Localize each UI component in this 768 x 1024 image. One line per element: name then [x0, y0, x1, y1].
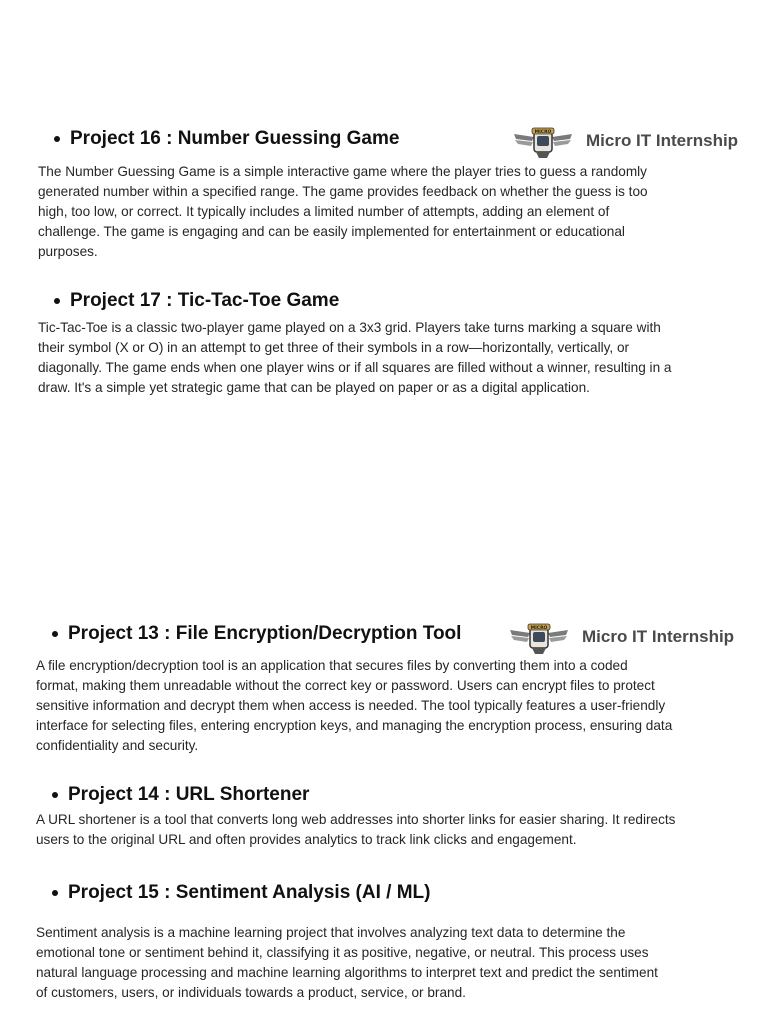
- section-heading: [52, 882, 430, 904]
- section-heading: [54, 128, 399, 150]
- heading-text: Project 13 : File Encryption/Decryption Tool: [68, 623, 462, 644]
- paragraph-line: high, too low, or correct. It typically includes a limited number of attempts, adding an element of: [38, 204, 610, 219]
- paragraph-line: users to the original URL and often provides analytics to track link clicks and engagement.: [36, 832, 577, 847]
- paragraph-line: purposes.: [38, 244, 98, 259]
- paragraph-line: interface for selecting files, entering encryption keys, and managing the encryption process, ensuring data: [36, 718, 673, 733]
- bullet-icon: [52, 890, 58, 896]
- paragraph-line: natural language processing and machine learning algorithms to interpret text and predict the sentiment: [36, 965, 658, 980]
- section-paragraph: [36, 810, 675, 850]
- brand-name: Micro IT Internship: [586, 131, 739, 150]
- bullet-icon: [52, 631, 58, 637]
- paragraph-line: A URL shortener is a tool that converts long web addresses into shorter links for easier sharing. It redirects: [36, 812, 676, 827]
- section-heading: [52, 623, 461, 645]
- paragraph-line: A file encryption/decryption tool is an application that secures files by converting them into a coded: [36, 658, 628, 673]
- paragraph-line: of customers, users, or individuals towards a product, service, or brand.: [36, 985, 466, 1000]
- section-paragraph: [38, 162, 648, 262]
- paragraph-line: diagonally. The game ends when one player wins or if all squares are filled without a winner, resulting in a: [38, 360, 672, 375]
- heading-text: Project 16 : Number Guessing Game: [70, 128, 400, 149]
- paragraph-line: challenge. The game is engaging and can be easily implemented for entertainment or educational: [38, 224, 625, 239]
- section-paragraph: [38, 318, 671, 398]
- heading-text: Project 14 : URL Shortener: [68, 784, 310, 805]
- heading-text: Project 17 : Tic-Tac-Toe Game: [70, 290, 340, 311]
- bullet-icon: [54, 298, 60, 304]
- paragraph-line: generated number within a specified range. The game provides feedback on whether the guess is too: [38, 184, 648, 199]
- bullet-icon: [52, 792, 58, 798]
- micro-logo-icon: [512, 122, 574, 160]
- brand-header-1: [512, 122, 738, 160]
- brand-name: Micro IT Internship: [582, 627, 735, 646]
- paragraph-line: sensitive information and decrypt them when access is needed. The tool typically features a user-friendly: [36, 698, 666, 713]
- svg-text:MICRO: MICRO: [534, 130, 552, 135]
- heading-text: Project 15 : Sentiment Analysis (AI / ML): [68, 882, 431, 903]
- svg-text:MICRO: MICRO: [530, 626, 548, 631]
- paragraph-line: format, making them unreadable without the correct key or password. Users can encrypt files to protect: [36, 678, 655, 693]
- section-heading: [52, 784, 309, 806]
- section-paragraph: [36, 656, 672, 756]
- paragraph-line: Sentiment analysis is a machine learning project that involves analyzing text data to determine the: [36, 925, 626, 940]
- paragraph-line: their symbol (X or O) in an attempt to get three of their symbols in a row—horizontally, vertically, or: [38, 340, 630, 355]
- paragraph-line: confidentiality and security.: [36, 738, 199, 753]
- micro-logo-icon: [508, 618, 570, 656]
- brand-header-2: [508, 618, 734, 656]
- paragraph-line: Tic-Tac-Toe is a classic two-player game played on a 3x3 grid. Players take turns marking a square with: [38, 320, 661, 335]
- section-heading: [54, 290, 339, 312]
- paragraph-line: The Number Guessing Game is a simple interactive game where the player tries to guess a randomly: [38, 164, 647, 179]
- paragraph-line: draw. It's a simple yet strategic game that can be played on paper or as a digital application.: [38, 380, 590, 395]
- bullet-icon: [54, 136, 60, 142]
- section-paragraph: [36, 923, 658, 1003]
- paragraph-line: emotional tone or sentiment behind it, classifying it as positive, negative, or neutral. This process uses: [36, 945, 649, 960]
